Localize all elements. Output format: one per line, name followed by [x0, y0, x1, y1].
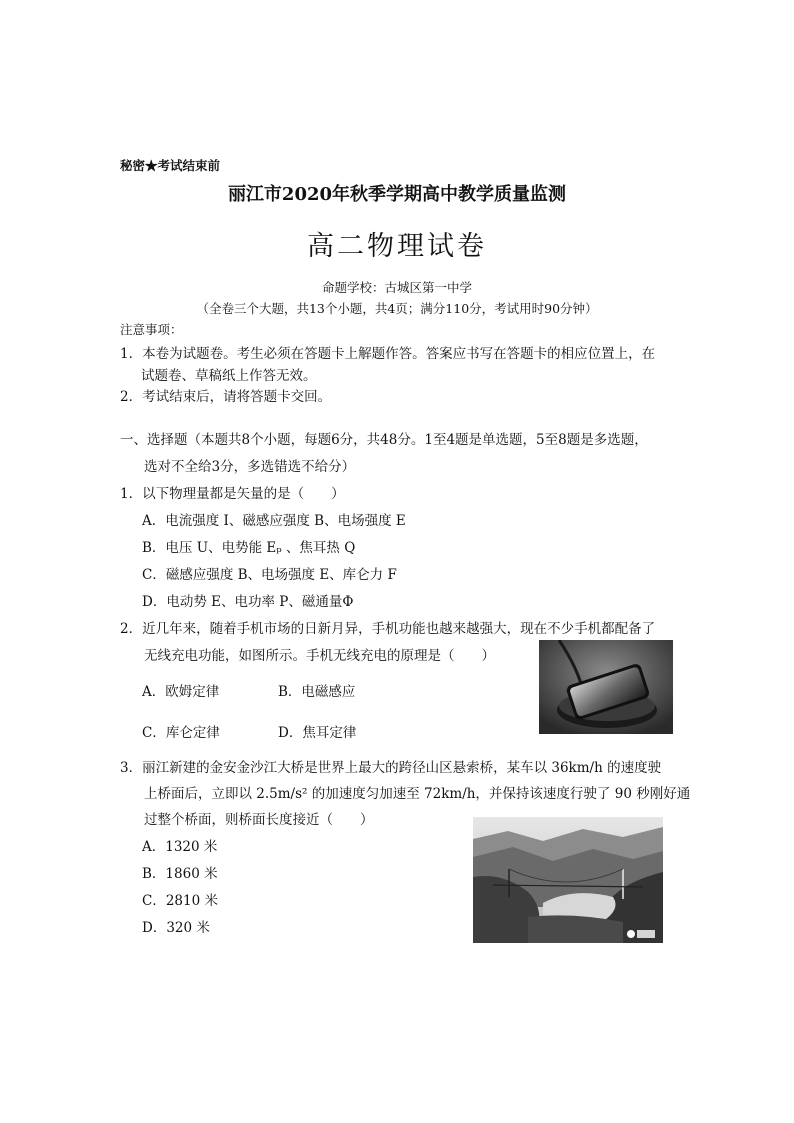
notice-item-2: 2．考试结束后，请将答题卡交回。: [120, 389, 332, 405]
question-2-option-d: D．焦耳定律: [278, 725, 357, 741]
section-heading: 一、选择题（本题共8个小题，每题6分，共48分。1至4题是单选题，5至8题是多选题，: [120, 432, 648, 448]
question-1-option-d: D．电动势 E、电功率 P、磁通量Φ: [142, 594, 354, 610]
question-2-option-b: B．电磁感应: [278, 684, 356, 700]
question-3-option-d: D．320 米: [142, 920, 210, 936]
question-3-option-c: C．2810 米: [142, 893, 218, 909]
question-2-option-c: C．库仑定律: [142, 725, 220, 741]
setter-school: 命题学校：古城区第一中学: [321, 280, 472, 295]
question-1-option-b: B．电压 U、电势能 Eₚ 、焦耳热 Q: [142, 540, 356, 556]
question-2-option-a: A．欧姆定律: [142, 684, 220, 700]
paper-title: 高二物理试卷: [307, 231, 487, 262]
notice-heading: 注意事项：: [120, 322, 183, 337]
question-2-stem-cont: 无线充电功能，如图所示。手机无线充电的原理是（ ）: [144, 648, 495, 664]
question-1-option-a: A．电流强度 I、磁感应强度 B、电场强度 E: [142, 513, 406, 529]
question-3-stem-cont-1: 上桥面后，立即以 2.5m/s² 的加速度匀加速至 72km/h，并保持该速度行驶了 90 秒刚好通: [144, 786, 691, 802]
notice-item-1: 1．本卷为试题卷。考生必须在答题卡上解题作答。答案应书写在答题卡的相应位置上，在: [120, 346, 656, 362]
question-1-option-c: C．磁感应强度 B、电场强度 E、库仑力 F: [142, 567, 397, 583]
question-3-option-b: B．1860 米: [142, 866, 218, 882]
question-2-stem: 2．近几年来，随着手机市场的日新月异，手机功能也越来越强大，现在不少手机都配备了: [120, 621, 656, 637]
exam-summary: （全卷三个大题，共13个小题，共4页；满分110分，考试用时90分钟）: [196, 301, 598, 316]
question-3-stem: 3．丽江新建的金安金沙江大桥是世界上最大的跨径山区悬索桥，某车以 36km/h 的速度驶: [120, 760, 662, 776]
question-3-stem-cont-2: 过整个桥面，则桥面长度接近（ ）: [144, 812, 374, 828]
wireless-charging-phone-icon: [539, 640, 673, 734]
suspension-bridge-photo-icon: [473, 817, 663, 943]
question-3-option-a: A．1320 米: [142, 839, 218, 855]
section-heading-cont: 选对不全给3分，多选错选不给分）: [144, 459, 356, 475]
notice-item-1-cont: 试题卷、草稿纸上作答无效。: [141, 368, 317, 384]
question-1-stem: 1．以下物理量都是矢量的是（ ）: [120, 486, 345, 502]
exam-title: 丽江市2020年秋季学期高中教学质量监测: [227, 184, 567, 205]
confidential-mark: 秘密★考试结束前: [120, 158, 221, 173]
